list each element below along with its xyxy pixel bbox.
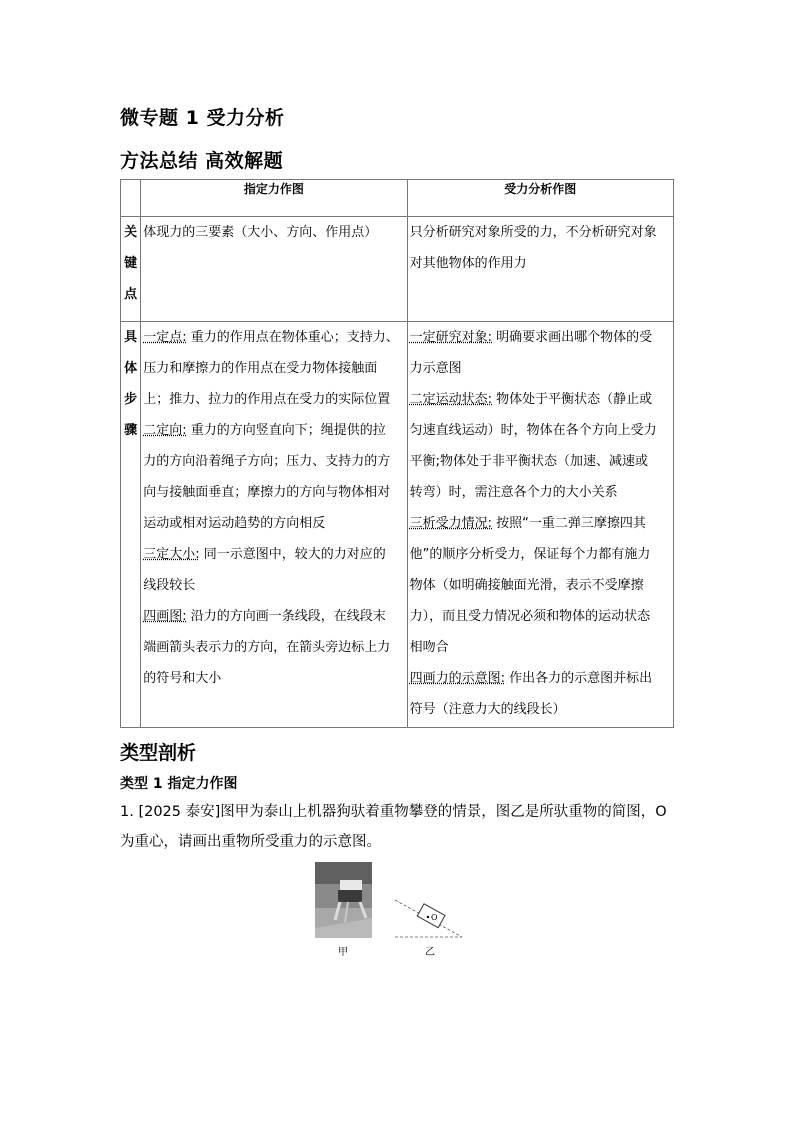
cell-line xyxy=(143,663,406,694)
page-title: 微专题 1 受力分析 xyxy=(120,107,285,129)
step-heading: 四画力的示意图: xyxy=(409,671,505,686)
cell-line xyxy=(410,353,673,384)
table-row-steps xyxy=(121,322,674,728)
cell-line xyxy=(410,508,673,539)
cell-line xyxy=(410,415,673,446)
cell-line xyxy=(143,601,406,632)
step-text: 同一示意图中，较大的力对应的 xyxy=(199,547,386,562)
step-text: 的符号和大小 xyxy=(143,671,222,686)
step-text: 线段较长 xyxy=(143,578,196,593)
method-table xyxy=(120,179,674,728)
cell-line xyxy=(143,539,406,570)
cell-line xyxy=(410,322,673,353)
steps-force-analysis xyxy=(407,322,673,728)
cell-line xyxy=(143,508,406,539)
step-text: 运动或相对运动趋势的方向相反 xyxy=(143,516,326,531)
question-text: 1. [2025 泰安]图甲为泰山上机器狗驮着重物攀登的情景，图乙是所驮重物的简图，O为重心，请画出重物所受重力的示意图。 xyxy=(120,804,667,850)
step-text: 匀速直线运动）时，物体在各个方向上受力 xyxy=(409,423,657,438)
row-label-char: 骤 xyxy=(124,423,138,438)
table-header-row xyxy=(121,180,674,217)
step-heading: 四画图: xyxy=(143,609,187,624)
cell-line xyxy=(410,663,673,694)
cell-line xyxy=(143,446,406,477)
table-header-empty xyxy=(121,180,141,217)
step-text: 力的方向沿着绳子方向；压力、支持力的方 xyxy=(143,454,391,469)
step-text: 重力的作用点在物体重心；支持力、 xyxy=(186,330,399,345)
row-label-char: 步 xyxy=(124,392,138,407)
table-header-designated-force: 指定力作图 xyxy=(141,180,407,217)
incline-diagram xyxy=(395,900,462,937)
step-text: 力），而且受力情况必须和物体的运动状态 xyxy=(409,609,651,624)
question-figure xyxy=(310,858,480,958)
cell-line xyxy=(410,632,673,663)
cell-line xyxy=(143,570,406,601)
step-text: 作出各力的示意图并标出 xyxy=(505,671,653,686)
steps-designated-force xyxy=(141,322,407,728)
row-label-char: 具 xyxy=(124,330,138,345)
row-label-char: 键 xyxy=(124,256,138,271)
step-heading: 三定大小: xyxy=(143,547,200,562)
table-row-key-points xyxy=(121,217,674,322)
row-label-steps xyxy=(121,322,141,728)
cell-line: 对其他物体的作用力 xyxy=(409,256,527,271)
step-heading: 三析受力情况: xyxy=(409,516,492,531)
row-label-char: 关 xyxy=(124,225,138,240)
cell-line: 只分析研究对象所受的力，不分析研究对象 xyxy=(409,225,657,240)
step-text: 他”的顺序分析受力，保证每个力都有施力 xyxy=(409,547,651,562)
photo-robot-dog xyxy=(315,862,372,938)
figure-svg xyxy=(310,858,480,958)
cell-line xyxy=(410,477,673,508)
step-heading: 二定运动状态: xyxy=(409,392,492,407)
caption-jia: 甲 xyxy=(338,947,348,958)
subsection-heading: 类型 1 指定力作图 xyxy=(120,776,238,792)
cell-line xyxy=(410,694,673,725)
cell-line: 体现力的三要素（大小、方向、作用点） xyxy=(143,225,378,240)
cell-line xyxy=(143,322,406,353)
row-label-char: 体 xyxy=(124,361,138,376)
step-heading: 二定向: xyxy=(143,423,187,438)
cell-line xyxy=(143,415,406,446)
step-text: 沿力的方向画一条线段，在线段末 xyxy=(186,609,386,624)
row-label-char: 点 xyxy=(124,287,138,302)
key-points-force-analysis xyxy=(407,217,673,322)
step-text: 明确要求画出哪个物体的受 xyxy=(492,330,653,345)
step-text: 平衡;物体处于非平衡状态（加速、减速或 xyxy=(409,454,648,469)
cell-line xyxy=(410,539,673,570)
cell-line xyxy=(410,446,673,477)
step-text: 压力和摩擦力的作用点在受力物体接触面 xyxy=(143,361,378,376)
step-heading: 一定点: xyxy=(143,330,187,345)
step-text: 相吻合 xyxy=(409,640,449,655)
cell-line xyxy=(143,632,406,663)
step-text: 端画箭头表示力的方向，在箭头旁边标上力 xyxy=(143,640,391,655)
step-text: 重力的方向竖直向下；绳提供的拉 xyxy=(186,423,386,438)
cell-line xyxy=(143,477,406,508)
step-text: 符号（注意力大的线段长） xyxy=(409,702,566,717)
step-text: 上；推力、拉力的作用点在受力的实际位置 xyxy=(143,392,391,407)
cell-line xyxy=(410,384,673,415)
step-text: 转弯）时，需注意各个力的大小关系 xyxy=(409,485,618,500)
table-header-force-analysis: 受力分析作图 xyxy=(407,180,673,217)
center-of-gravity-label: O xyxy=(431,913,438,922)
section-heading-type-analysis: 类型剖析 xyxy=(120,742,197,764)
section-heading-methods: 方法总结 高效解题 xyxy=(120,150,284,172)
step-text: 物体处于平衡状态（静止或 xyxy=(492,392,653,407)
step-text: 向与接触面垂直；摩擦力的方向与物体相对 xyxy=(143,485,391,500)
caption-yi: 乙 xyxy=(425,947,435,958)
row-label-key-points xyxy=(121,217,141,322)
step-heading: 一定研究对象: xyxy=(409,330,492,345)
cell-line xyxy=(410,601,673,632)
step-text: 物体（如明确接触面光滑，表示不受摩擦 xyxy=(409,578,644,593)
cell-line xyxy=(143,384,406,415)
step-text: 力示意图 xyxy=(409,361,462,376)
key-points-designated-force xyxy=(141,217,407,322)
step-text: 按照“一重二弹三摩擦四其 xyxy=(492,516,646,531)
cell-line xyxy=(410,570,673,601)
cell-line xyxy=(143,353,406,384)
